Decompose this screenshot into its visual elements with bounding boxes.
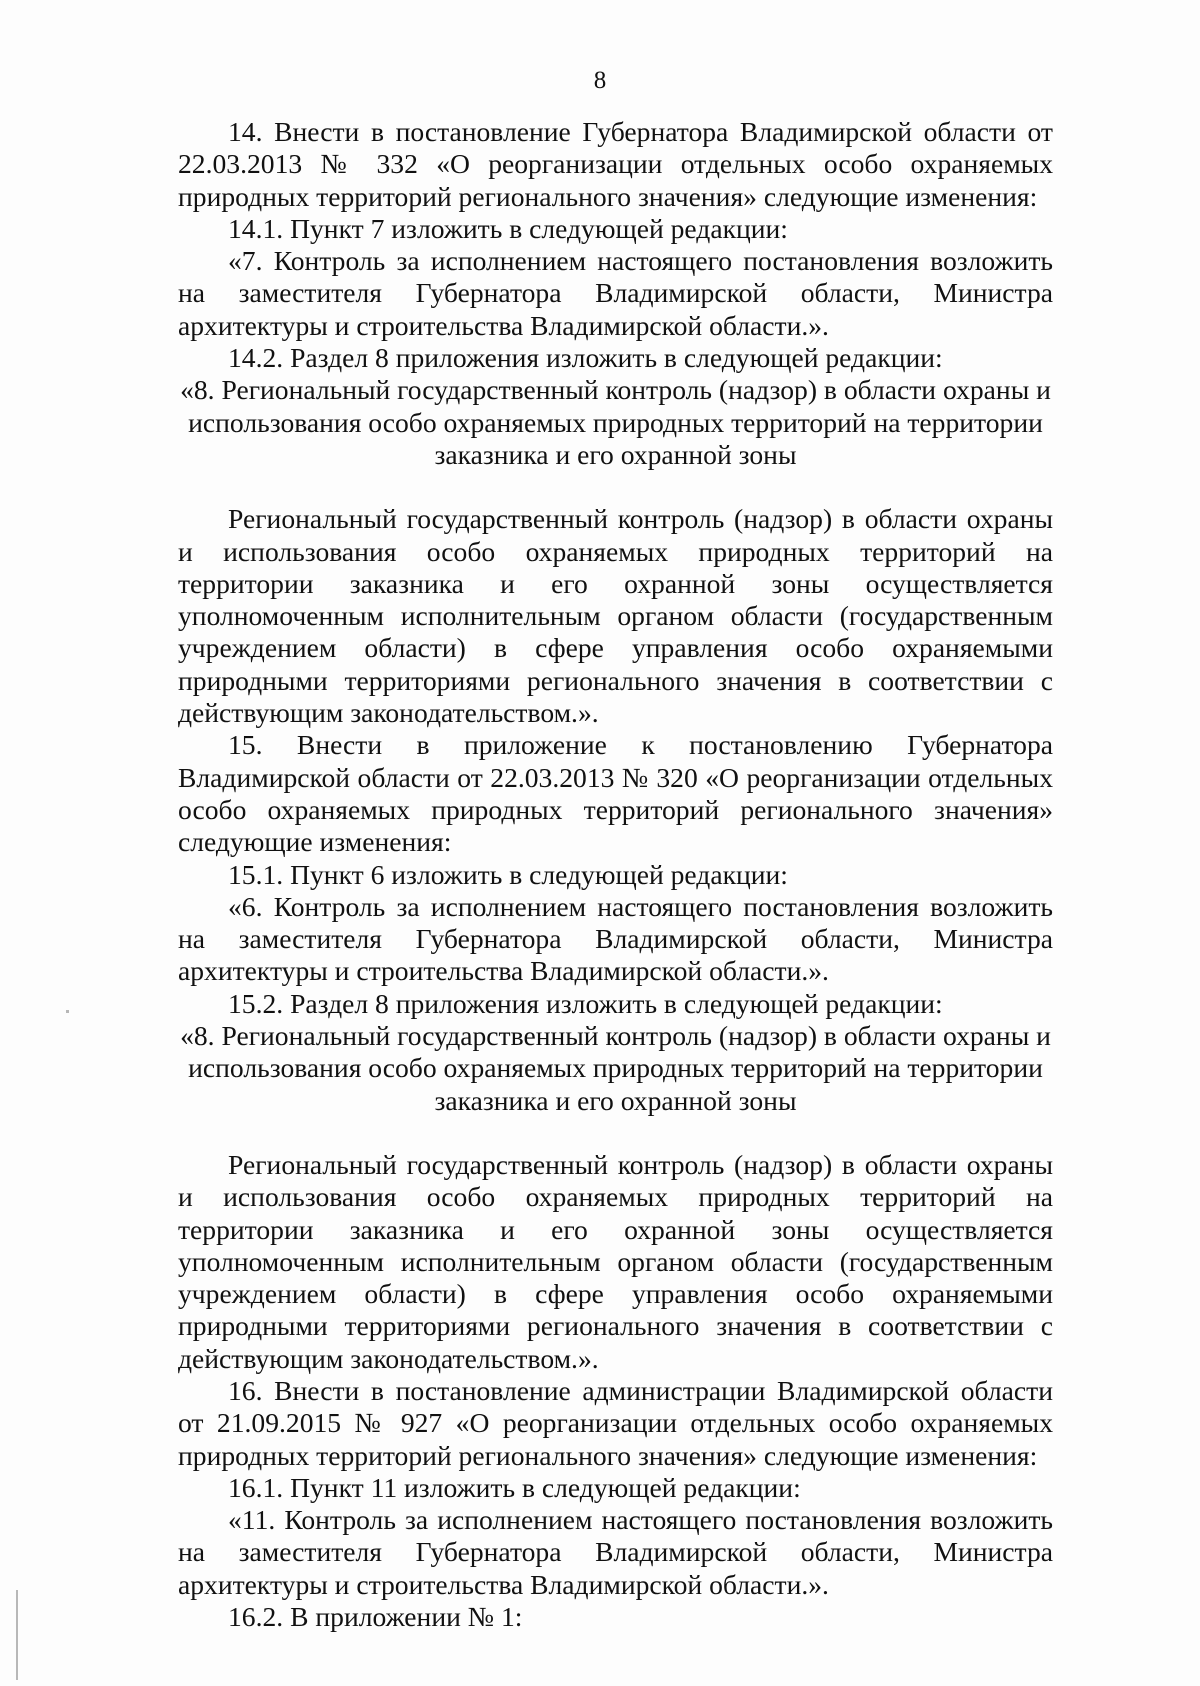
scan-artifact xyxy=(66,1010,69,1013)
document-body xyxy=(178,116,1053,1633)
section-heading-8: «8. Региональный государственный контроль (надзор) в области охраны и использования особо охраняемых природных территорий на территории заказника и его охранной зоны xyxy=(180,374,1051,470)
paragraph-16: 16. Внести в постановление администрации Владимирской области от 21.09.2015 № 927 «О реорганизации отдельных особо охраняемых природных территорий регионального значения» следующие изменения: xyxy=(178,1374,1053,1471)
paragraph-section-8-text: Региональный государственный контроль (надзор) в области охраны и использования особо охраняемых природных территорий на территории заказника и его охранной зоны осуществляется уполномоченным исполнительным органом области (государственным учреждением области) в сфере управления особо охраняемыми природными территориями регионального значения в соответствии с действующим законодательством.». xyxy=(178,503,1053,729)
paragraph-15-1-text: «6. Контроль за исполнением настоящего постановления возложить на заместителя Губернатора Владимирской области, Министра архитектуры и строительства Владимирской области.». xyxy=(178,890,1053,987)
paragraph-section-8-text: Региональный государственный контроль (надзор) в области охраны и использования особо охраняемых природных территорий на территории заказника и его охранной зоны осуществляется уполномоченным исполнительным органом области (государственным учреждением области) в сфере управления особо охраняемыми природными территориями регионального значения в соответствии с действующим законодательством.». xyxy=(178,1148,1053,1374)
paragraph-14-1: 14.1. Пункт 7 изложить в следующей редакции: xyxy=(228,212,788,244)
paragraph-16-1: 16.1. Пункт 11 изложить в следующей редакции: xyxy=(228,1471,801,1503)
paragraph-16-1-text: «11. Контроль за исполнением настоящего постановления возложить на заместителя Губернатора Владимирской области, Министра архитектуры и строительства Владимирской области.». xyxy=(178,1504,1053,1600)
spacer xyxy=(178,471,1053,503)
paragraph-14: 14. Внести в постановление Губернатора Владимирской области от 22.03.2013 № 332 «О реорганизации отдельных особо охраняемых природных территорий регионального значения» следующие изменения: xyxy=(178,116,1053,212)
paragraph-14-2: 14.2. Раздел 8 приложения изложить в следующей редакции: xyxy=(228,342,943,374)
paragraph-15-1: 15.1. Пункт 6 изложить в следующей редакции: xyxy=(228,858,788,890)
scan-artifact xyxy=(16,1590,18,1680)
paragraph-14-1-text: «7. Контроль за исполнением настоящего постановления возложить на заместителя Губернатора Владимирской области, Министра архитектуры и строительства Владимирской области.». xyxy=(178,245,1053,341)
paragraph-16-2: 16.2. В приложении № 1: xyxy=(228,1601,523,1633)
section-heading-8: «8. Региональный государственный контроль (надзор) в области охраны и использования особо охраняемых природных территорий на территории заказника и его охранной зоны xyxy=(180,1020,1051,1116)
paragraph-15: 15. Внести в приложение к постановлению Губернатора Владимирской области от 22.03.2013 № 320 «О реорганизации отдельных особо охраняемых природных территорий регионального значения» следующие изменения: xyxy=(178,729,1053,858)
page-number: 8 xyxy=(593,67,607,94)
paragraph-15-2: 15.2. Раздел 8 приложения изложить в следующей редакции: xyxy=(228,987,943,1019)
spacer xyxy=(178,1117,1053,1149)
